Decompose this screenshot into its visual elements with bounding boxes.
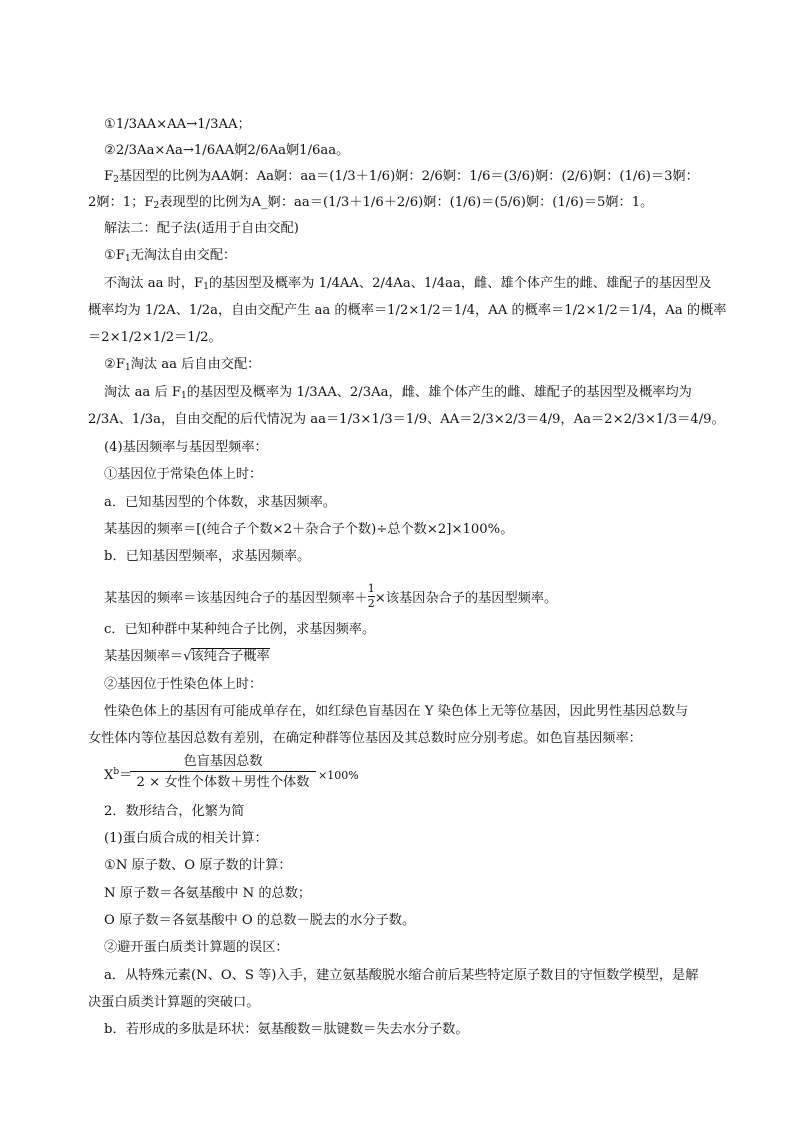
text-line: ①N 原子数、O 原子数的计算： <box>104 858 292 873</box>
text-line: O 原子数＝各氨基酸中 O 的总数－脱去的水分子数。 <box>104 913 416 928</box>
fraction: $\frac{1}{2}$ <box>367 582 375 610</box>
text-line: a．已知基因型的个体数，求基因频率。 <box>104 495 337 510</box>
text-line: c．已知种群中某种纯合子比例，求基因频率。 <box>104 622 376 637</box>
text-line: $②F_1$淘汰 aa 后自由交配： <box>104 357 261 373</box>
formula-lhs: $X^b=$ <box>104 767 133 783</box>
text-line: (4)基因频率与基因型频率： <box>104 440 268 455</box>
text-line: 淘汰 aa 后 $F_1$的基因型及概率为 1/3AA、2/3Aa，雌、雄个体产生的雌、雄配子的基因型及概率均为 <box>104 385 692 401</box>
text-line: 不淘汰 aa 时，$F_1$的基因型及概率为 1/4AA、2/4Aa、1/4aa，雌、雄个体产生的雌、雄配子的基因型及 <box>104 276 712 292</box>
text-line: (1)蛋白质合成的相关计算： <box>104 831 268 846</box>
text-line: 女性体内等位基因总数有差别，在确定种群等位基因及其总数时应分别考虑。如色盲基因频率： <box>88 731 642 746</box>
section-heading: 2．数形结合，化繁为简 <box>104 804 245 819</box>
text-line: $F_2$基因型的比例为AA婀：Aa婀：aa＝(1/3＋1/6)婀：2/6婀：1/6＝(3/6)婀：(2/6)婀：(1/6)＝3婀： <box>104 169 699 185</box>
text-line: a．从特殊元素(N、O、S 等)入手，建立氨基酸脱水缩合前后某些特定原子数目的守恒数学模型，是解 <box>104 968 699 983</box>
formula-line: 某基因的频率＝该基因纯合子的基因型频率＋ $\frac{1}{2}$ ×该基因杂合子的基因型频率。 <box>104 582 558 610</box>
text-line: 概率均为 1/2A、1/2a，自由交配产生 aa 的概率＝1/2×1/2＝1/4，AA 的概率＝1/2×1/2＝1/4，Aa 的概率 <box>88 303 727 318</box>
text-line: ②避开蛋白质类计算题的误区： <box>104 940 289 955</box>
text-line: ②基因位于性染色体上时： <box>104 677 263 692</box>
formula-rhs: ×100% <box>318 769 359 782</box>
color-blind-frequency-fraction: 色盲基因总数 2 × 女性个体数＋男性个体数 <box>130 753 316 791</box>
text-line: ①基因位于常染色体上时： <box>104 467 263 482</box>
text-line: ＝2×1/2×1/2＝1/2。 <box>88 330 222 345</box>
text-line: b．已知基因型频率，求基因频率。 <box>104 549 311 564</box>
text-line: $①F_1$无淘汰自由交配： <box>104 248 237 264</box>
text-line: 2婀：1；$F_2$表现型的比例为A_婀：aa＝(1/3＋1/6＋2/6)婀：(1/6)＝(5/6)婀：(1/6)＝5婀：1。 <box>88 195 654 211</box>
text-line: ①1/3AA×AA→1/3AA； <box>104 117 251 132</box>
text-line: b．若形成的多肽是环状：氨基酸数＝肽键数＝失去水分子数。 <box>104 1022 469 1037</box>
text-line: 某基因的频率＝[(纯合子个数×2＋杂合子个数)÷总个数×2]×100%。 <box>104 522 514 537</box>
text-line: 2/3A、1/3a，自由交配的后代情况为 aa＝1/3×1/3＝1/9、AA＝2/3×2/3＝4/9，Aa＝2×2/3×1/3＝4/9。 <box>88 412 725 427</box>
text-line: 解法二：配子法(适用于自由交配) <box>104 221 299 236</box>
formula-line: 某基因频率＝√该纯合子概率 <box>104 649 270 664</box>
text-line: ②2/3Aa×Aa→1/6AA婀2/6Aa婀1/6aa。 <box>104 143 350 158</box>
text-line: 决蛋白质类计算题的突破口。 <box>88 995 260 1010</box>
text-line: N 原子数＝各氨基酸中 N 的总数； <box>104 886 312 901</box>
text-line: 性染色体上的基因有可能成单存在，如红绿色盲基因在 Y 染色体上无等位基因，因此男性基因总数与 <box>104 704 689 719</box>
